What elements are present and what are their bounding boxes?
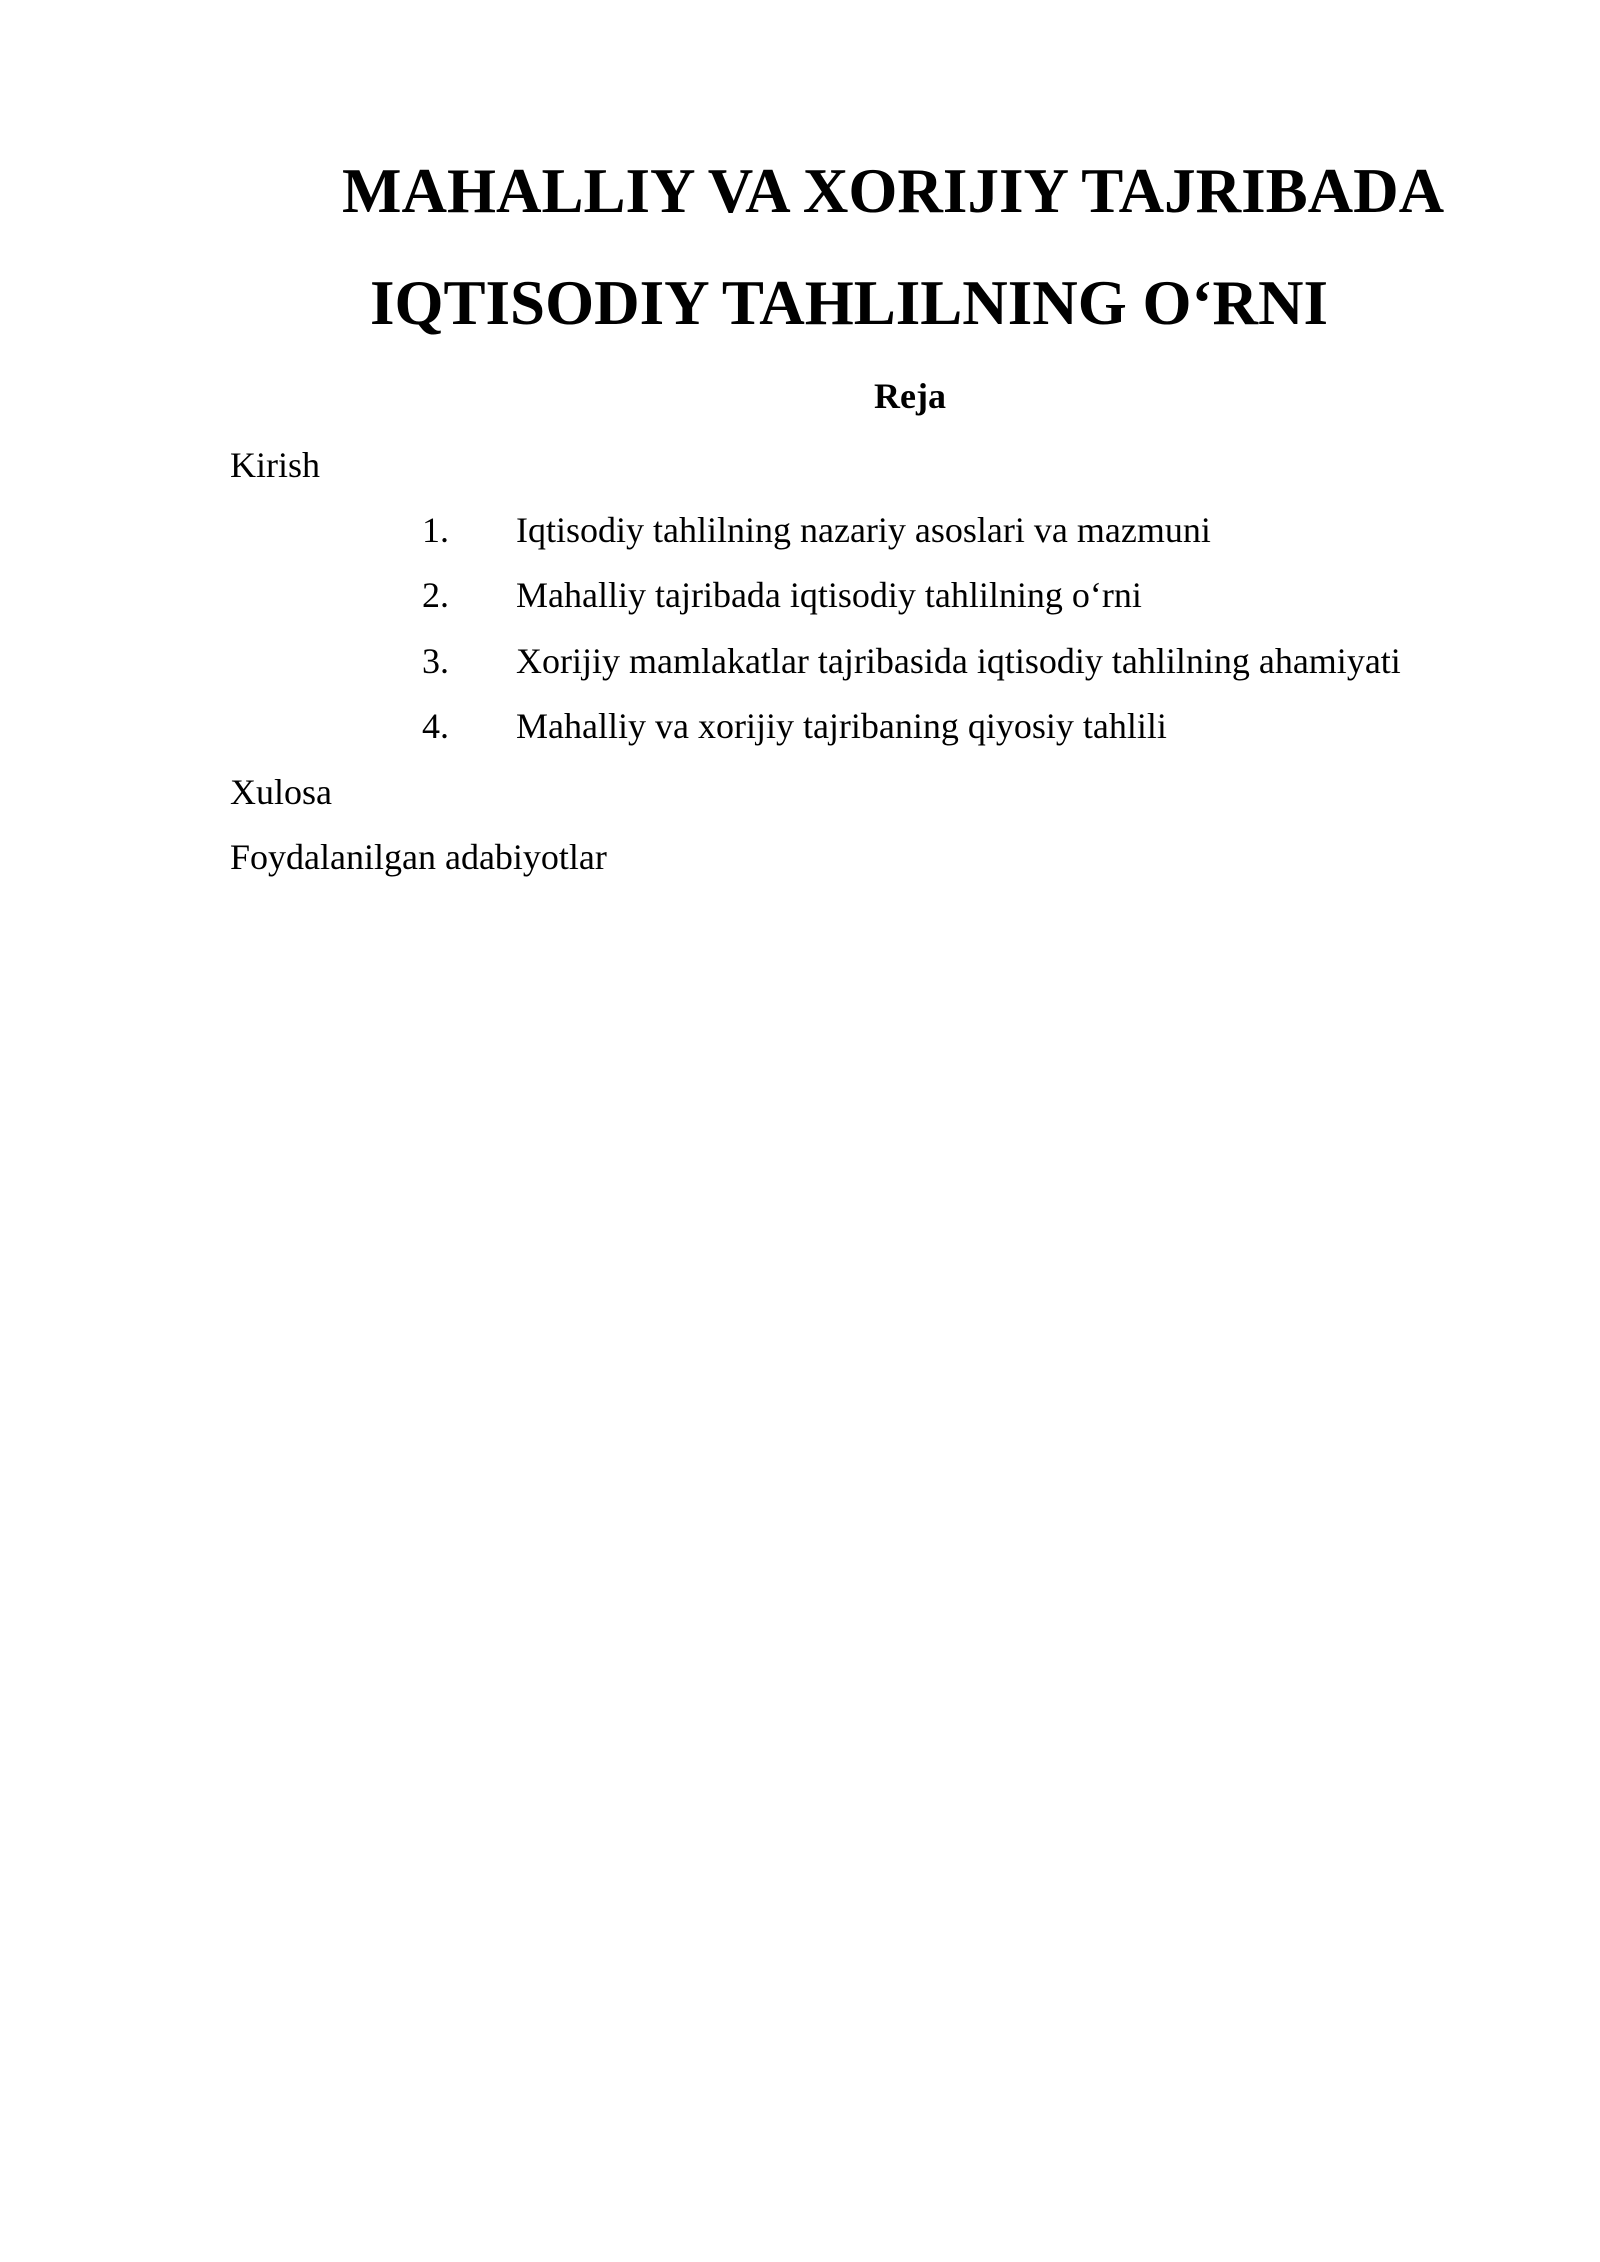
conclusion-label: Xulosa — [230, 772, 332, 812]
plan-item-text: Mahalliy tajribada iqtisodiy tahlilning o‘rni — [516, 575, 1142, 615]
plan-item-text: Xorijiy mamlakatlar tajribasida iqtisodiy tahlilning ahamiyati — [516, 641, 1401, 681]
plan-item-text: Iqtisodiy tahlilning nazariy asoslari va mazmuni — [516, 510, 1211, 550]
title-line-2: IQTISODIY TAHLILNING O‘RNI — [370, 268, 1329, 338]
plan-heading: Reja — [874, 376, 946, 416]
plan-item-number: 1. — [422, 510, 449, 550]
plan-item-text: Mahalliy va xorijiy tajribaning qiyosiy tahlili — [516, 706, 1167, 746]
title-line-1: MAHALLIY VA XORIJIY TAJRIBADA — [342, 156, 1445, 226]
references-label: Foydalanilgan adabiyotlar — [230, 837, 607, 877]
intro-label: Kirish — [230, 445, 320, 485]
plan-item-number: 4. — [422, 706, 449, 746]
plan-item-number: 2. — [422, 575, 449, 615]
plan-item-number: 3. — [422, 641, 449, 681]
